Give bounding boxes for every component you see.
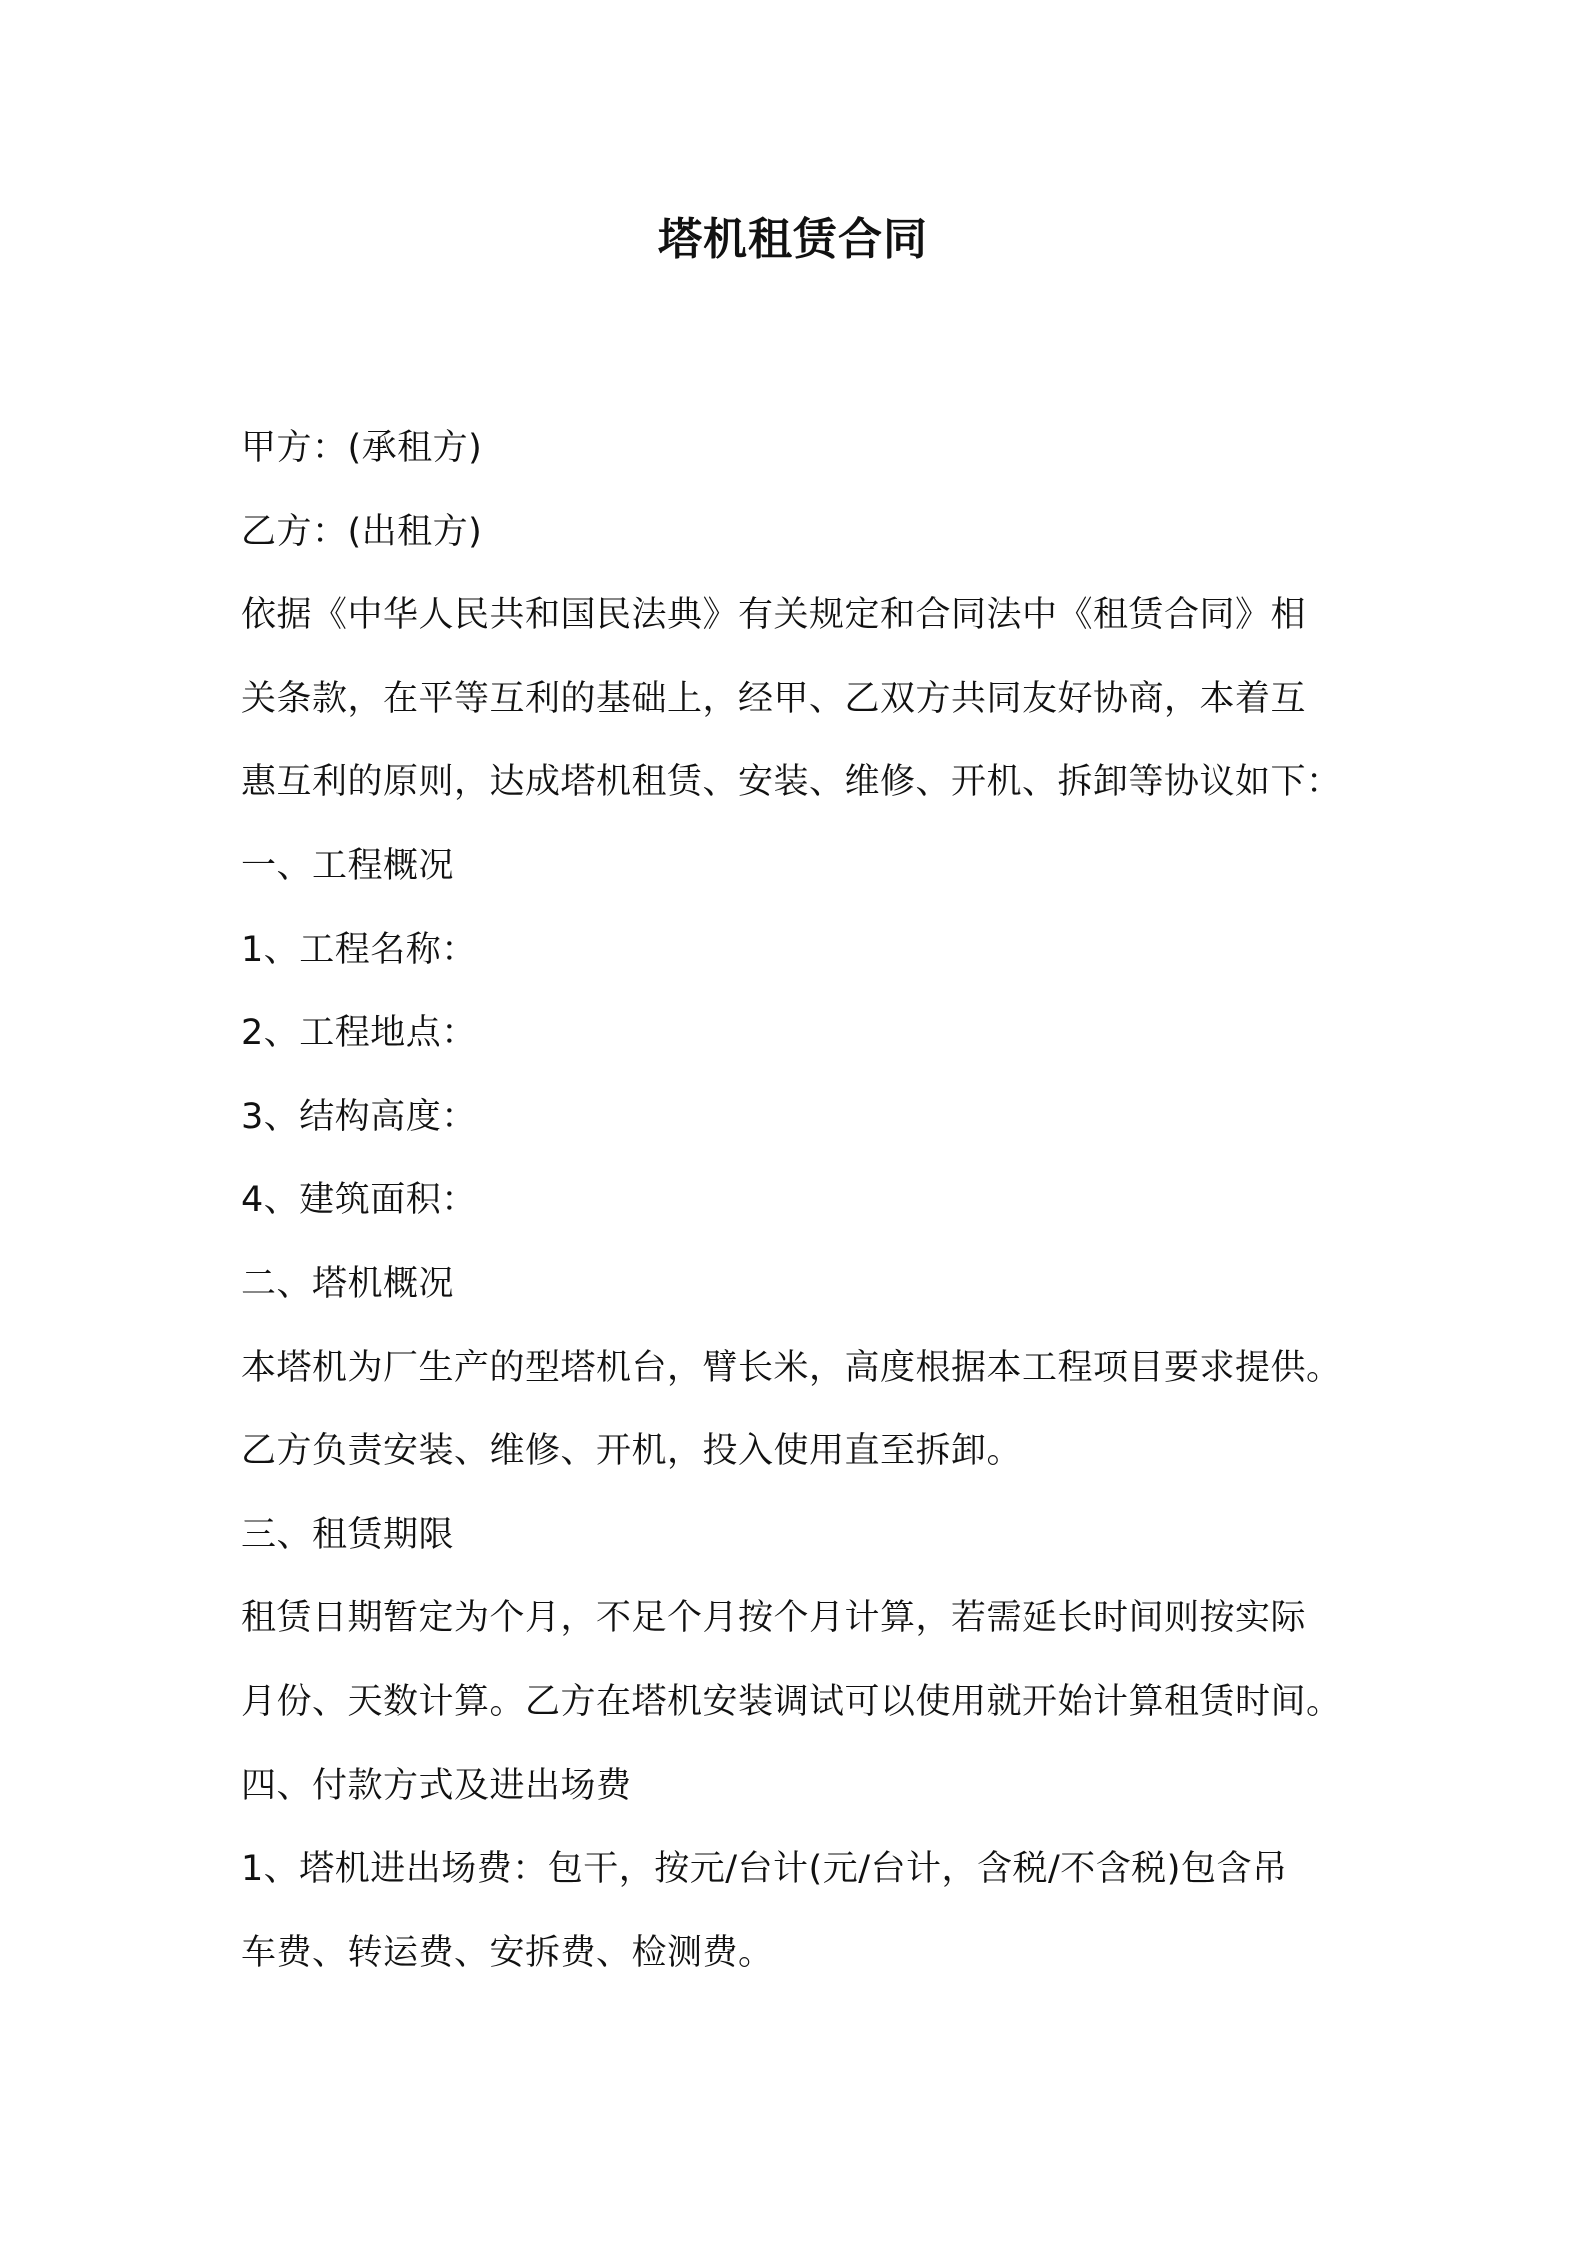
- section-3: [241, 1494, 1361, 1745]
- party-b-line: [241, 491, 1361, 575]
- list-item: 1、工程名称：: [241, 929, 477, 970]
- paragraph-line: 1、塔机进出场费：包干，按元/台计(元/台计，含税/不含税)包含吊: [241, 1849, 1288, 1890]
- intro-line: 惠互利的原则，达成塔机租赁、安装、维修、开机、拆卸等协议如下：: [241, 762, 1342, 803]
- section-heading: 一、工程概况: [241, 845, 455, 886]
- paragraph-line: 本塔机为厂生产的型塔机台，臂长米，高度根据本工程项目要求提供。: [241, 1347, 1342, 1388]
- intro-line: 依据《中华人民共和国民法典》有关规定和合同法中《租赁合同》相: [241, 595, 1307, 636]
- party-a-text: 甲方：(承租方): [241, 428, 483, 468]
- document-title: 塔机租赁合同: [658, 214, 928, 265]
- list-item: 4、建筑面积：: [241, 1180, 477, 1221]
- intro-line: 关条款，在平等互利的基础上，经甲、乙双方共同友好协商，本着互: [241, 678, 1307, 719]
- paragraph-line: 租赁日期暂定为个月，不足个月按个月计算，若需延长时间则按实际: [241, 1598, 1307, 1639]
- party-a-line: [241, 407, 1361, 491]
- section-1: [241, 825, 1361, 1243]
- paragraph-line: 乙方负责安装、维修、开机，投入使用直至拆卸。: [241, 1431, 1023, 1472]
- document-body: [241, 407, 1361, 1995]
- paragraph-line: 月份、天数计算。乙方在塔机安装调试可以使用就开始计算租赁时间。: [241, 1681, 1342, 1722]
- intro-paragraph: [241, 574, 1361, 825]
- section-2: [241, 1243, 1361, 1494]
- party-b-text: 乙方：(出租方): [241, 511, 483, 552]
- section-4: [241, 1745, 1361, 1996]
- list-item: 2、工程地点：: [241, 1013, 477, 1054]
- section-heading: 四、付款方式及进出场费: [241, 1765, 632, 1806]
- section-heading: 三、租赁期限: [241, 1514, 455, 1555]
- paragraph-line: 车费、转运费、安拆费、检测费。: [241, 1932, 774, 1973]
- list-item: 3、结构高度：: [241, 1096, 477, 1137]
- section-heading: 二、塔机概况: [241, 1263, 455, 1304]
